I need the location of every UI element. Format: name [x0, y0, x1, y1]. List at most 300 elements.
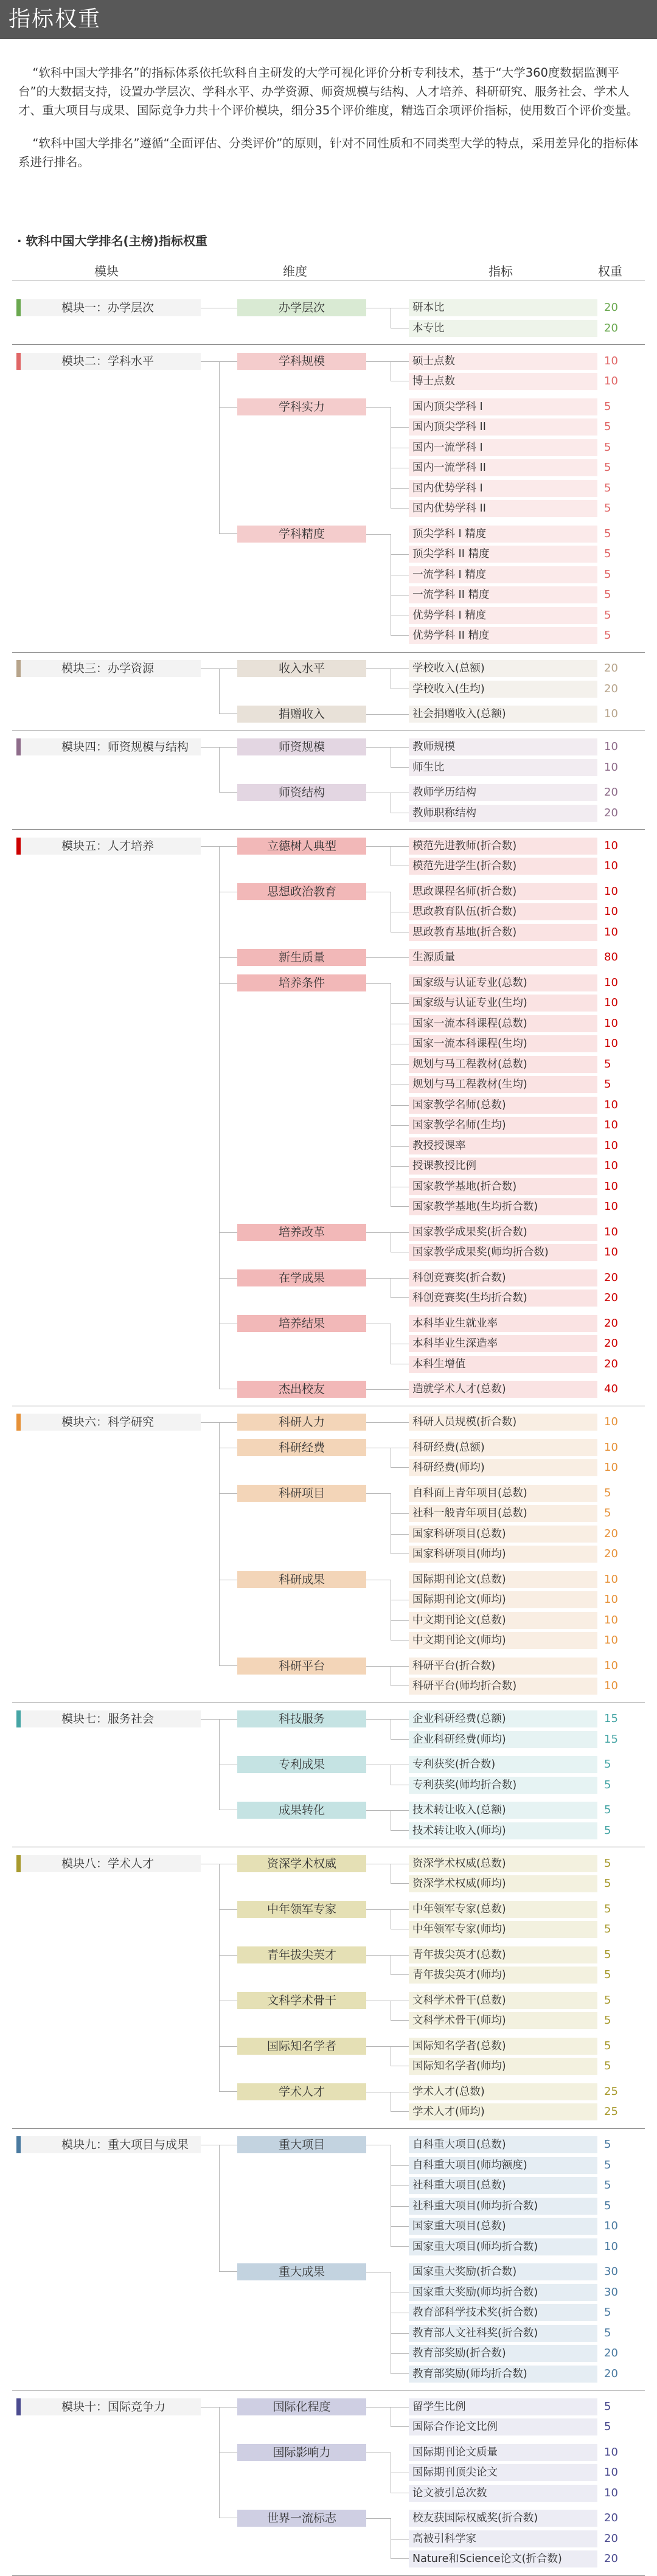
indicator-label: 科研经费(总额) — [409, 1439, 597, 1456]
indicator-label: 科研平台(师均折合数) — [409, 1678, 597, 1695]
indicator-label: 教授授课率 — [409, 1137, 597, 1154]
indicator-tick — [391, 1064, 409, 1065]
indicator-weight: 20 — [604, 2367, 618, 2380]
dimension-connector — [366, 1422, 391, 1423]
indicator-weight: 20 — [604, 1316, 618, 1330]
module-connector-vertical — [219, 2407, 237, 2519]
indicator-weight: 20 — [604, 1271, 618, 1284]
module-connector-vertical — [219, 846, 237, 1390]
indicator-label: 自科面上青年项目(总数) — [409, 1485, 597, 1502]
indicator-label: 科研经费(师均) — [409, 1459, 597, 1476]
dimension-connector — [366, 983, 391, 984]
indicator-label: 学术人才(师均) — [409, 2103, 597, 2120]
dimension-tick — [219, 1493, 237, 1494]
indicator-label: 教育部奖励(折合数) — [409, 2345, 597, 2362]
indicator-weight: 5 — [604, 1856, 611, 1870]
indicator-label: 社会捐赠收入(总额) — [409, 706, 597, 723]
indicator-weight: 10 — [604, 2220, 618, 2232]
dimension-connector — [366, 2518, 391, 2519]
indicator-connector — [391, 1864, 409, 1884]
indicator-connector — [391, 2001, 409, 2021]
dimension-label: 科研平台 — [237, 1658, 366, 1675]
module-label — [16, 738, 201, 755]
indicator-weight: 5 — [604, 1804, 611, 1816]
indicator-label: 企业科研经费(总额) — [409, 1710, 597, 1727]
indicator-label: 自科重大项目(总数) — [409, 2136, 597, 2153]
indicator-label: 国内一流学科 II — [409, 459, 597, 476]
indicator-tick — [391, 1909, 409, 1910]
module-label-text: 模块一：办学层次 — [61, 301, 155, 314]
indicator-weight: 5 — [604, 400, 611, 413]
indicator-weight: 10 — [604, 1098, 618, 1111]
indicator-label: 中年领军专家(总数) — [409, 1901, 597, 1918]
indicator-tick — [391, 1620, 409, 1621]
indicator-weight: 5 — [604, 420, 611, 433]
module-connector-vertical — [219, 2145, 237, 2272]
dimension-connector — [366, 1232, 391, 1233]
indicator-weight: 10 — [604, 1179, 618, 1193]
module-connector — [201, 846, 219, 847]
module-connector — [201, 668, 219, 669]
indicator-connector — [391, 1278, 409, 1299]
indicator-weight: 5 — [604, 1948, 611, 1961]
indicator-weight: 10 — [604, 2445, 618, 2459]
dimension-label: 科研项目 — [237, 1485, 366, 1502]
indicator-label: 国家科研项目(总数) — [409, 1526, 597, 1543]
dimension-tick — [219, 668, 237, 669]
indicator-label: 教师学历结构 — [409, 784, 597, 801]
indicator-weight: 10 — [604, 740, 618, 753]
indicator-label: 国内顶尖学科 II — [409, 418, 597, 436]
module-label — [16, 1710, 201, 1727]
indicator-weight: 10 — [604, 976, 618, 989]
indicator-label: 国内顶尖学科 I — [409, 398, 597, 415]
indicator-weight: 5 — [604, 2306, 611, 2319]
indicator-weight: 5 — [604, 2014, 611, 2027]
indicator-label: 留学生比例 — [409, 2398, 597, 2415]
indicator-label: 优势学科 II 精度 — [409, 627, 597, 644]
indicator-label: 本专比 — [409, 320, 597, 337]
indicator-weight: 10 — [604, 760, 618, 774]
module-connector-vertical — [219, 361, 237, 534]
indicator-label: 科研平台(折合数) — [409, 1658, 597, 1675]
indicator-tick — [391, 1003, 409, 1004]
indicator-label: 规划与马工程教材(生均) — [409, 1076, 597, 1093]
module-label-text: 模块四：师资规模与结构 — [61, 740, 189, 754]
indicator-label: 国内一流学科 I — [409, 439, 597, 456]
dimension-tick — [219, 2407, 237, 2408]
dimension-connector — [366, 1278, 391, 1279]
indicator-connector — [391, 1810, 409, 1831]
indicator-weight: 5 — [604, 568, 611, 581]
dimension-label: 培养改革 — [237, 1224, 366, 1241]
dimension-label: 师资结构 — [237, 784, 366, 801]
module-connector — [201, 1719, 219, 1720]
indicator-label: 资深学术权威(总数) — [409, 1855, 597, 1872]
column-header-indicator: 指标 — [488, 264, 513, 279]
dimension-label: 青年拔尖英才 — [237, 1946, 366, 1963]
module-label — [16, 2398, 201, 2415]
module-label-text: 模块三：办学资源 — [61, 662, 155, 675]
indicator-weight: 10 — [604, 1159, 618, 1172]
indicator-tick — [391, 1666, 409, 1667]
indicator-weight: 5 — [604, 1923, 611, 1935]
module-label-text: 模块十：国际竞争力 — [61, 2400, 166, 2414]
indicator-label: 学校收入(总额) — [409, 660, 597, 677]
dimension-connector — [366, 1719, 391, 1720]
dimension-tick — [219, 1955, 237, 1956]
dimension-label: 科研成果 — [237, 1571, 366, 1588]
indicator-weight: 30 — [604, 2265, 618, 2278]
indicator-weight: 10 — [604, 884, 618, 898]
indicator-weight: 5 — [604, 629, 611, 642]
module-label — [16, 299, 201, 316]
indicator-label: 社科重大项目(师均折合数) — [409, 2198, 597, 2215]
dimension-label: 国际知名学者 — [237, 2038, 366, 2055]
indicator-label: 生源质量 — [409, 949, 597, 966]
dimension-connector — [366, 1666, 391, 1667]
indicator-label: 校友获国际权威奖(折合数) — [409, 2510, 597, 2527]
indicator-label: 本科毕业生就业率 — [409, 1315, 597, 1332]
indicator-weight: 15 — [604, 1712, 618, 1725]
indicator-weight: 40 — [604, 1383, 618, 1395]
indicator-tick — [391, 1810, 409, 1811]
indicator-label: 思政教育队伍(折合数) — [409, 903, 597, 920]
indicator-tick — [391, 2407, 409, 2408]
module-label-text: 模块九：重大项目与成果 — [61, 2138, 189, 2151]
indicator-label: 国内优势学科 I — [409, 480, 597, 497]
indicator-tick — [391, 1422, 409, 1423]
dimension-label: 学科实力 — [237, 398, 366, 415]
dimension-connector — [366, 2407, 391, 2408]
indicator-weight: 10 — [604, 707, 618, 720]
dimension-label: 学科精度 — [237, 526, 366, 543]
indicator-label: 授课教授比例 — [409, 1158, 597, 1175]
indicator-label: 国际知名学者(师均) — [409, 2058, 597, 2075]
indicator-weight: 5 — [604, 2039, 611, 2052]
indicator-weight: 30 — [604, 2285, 618, 2299]
dimension-label: 世界一流标志 — [237, 2510, 366, 2527]
indicator-label: 企业科研经费(师均) — [409, 1731, 597, 1748]
indicator-label: 国家重大项目(师均折合数) — [409, 2238, 597, 2255]
module-color-bar — [16, 1414, 21, 1431]
indicator-tick — [391, 554, 409, 555]
indicator-weight: 15 — [604, 1732, 618, 1746]
indicator-weight: 10 — [604, 2486, 618, 2499]
indicator-label: 社科重大项目(总数) — [409, 2177, 597, 2194]
indicator-connector — [391, 361, 409, 382]
dimension-label: 思想政治教育 — [237, 883, 366, 900]
intro-paragraph-2: “软科中国大学排名”遵循“全面评估、分类评价”的原则，针对不同性质和不同类型大学的特点，采用差异化的指标体系进行排名。 — [18, 136, 639, 169]
indicator-weight: 5 — [604, 1877, 611, 1890]
module-color-bar — [16, 2398, 21, 2415]
dimension-label: 国际化程度 — [237, 2398, 366, 2415]
dimension-label: 在学成果 — [237, 1269, 366, 1286]
indicator-weight: 5 — [604, 2199, 611, 2212]
module-divider — [12, 344, 645, 345]
indicator-tick — [391, 488, 409, 489]
indicator-label: 研本比 — [409, 299, 597, 316]
indicator-label: 学校收入(生均) — [409, 681, 597, 698]
module-connector — [201, 747, 219, 748]
indicator-label: 科创竞赛奖(折合数) — [409, 1269, 597, 1286]
indicator-weight: 20 — [604, 1357, 618, 1370]
module-connector-vertical — [219, 1864, 237, 2092]
indicator-weight: 10 — [604, 2466, 618, 2479]
module-label — [16, 838, 201, 855]
module-divider — [12, 829, 645, 830]
indicator-label: 中文期刊论文(师均) — [409, 1632, 597, 1649]
indicator-connector — [391, 407, 409, 509]
indicator-label: 国家教学基地(折合数) — [409, 1178, 597, 1195]
indicator-weight: 5 — [604, 440, 611, 454]
indicator-label: 中年领军专家(师均) — [409, 1921, 597, 1938]
indicator-tick — [391, 1232, 409, 1233]
indicator-tick — [391, 2165, 409, 2166]
indicator-tick — [391, 2046, 409, 2047]
indicator-weight: 5 — [604, 1057, 611, 1071]
indicator-weight: 5 — [604, 481, 611, 495]
dimension-label: 科研经费 — [237, 1439, 366, 1456]
dimension-tick — [219, 1909, 237, 1910]
indicator-label: 本科毕业生深造率 — [409, 1335, 597, 1352]
indicator-weight: 5 — [604, 1486, 611, 1499]
dimension-label: 重大项目 — [237, 2136, 366, 2153]
indicator-tick — [391, 2353, 409, 2354]
indicator-connector — [391, 668, 409, 689]
dimension-connector — [366, 1493, 391, 1494]
dimension-label: 重大成果 — [237, 2263, 366, 2280]
indicator-weight: 10 — [604, 1225, 618, 1238]
indicator-label: 顶尖学科 I 精度 — [409, 526, 597, 543]
dimension-label: 文科学术骨干 — [237, 1992, 366, 2009]
module-label — [16, 2136, 201, 2153]
indicator-weight: 10 — [604, 905, 618, 918]
dimension-label: 办学层次 — [237, 299, 366, 316]
dimension-connector — [366, 668, 391, 669]
indicator-weight: 80 — [604, 951, 618, 963]
indicator-weight: 20 — [604, 786, 618, 799]
indicator-label: 国家一流本科课程(总数) — [409, 1015, 597, 1032]
indicator-connector — [391, 2145, 409, 2247]
indicator-tick — [391, 668, 409, 669]
indicator-label: 科研人员规模(折合数) — [409, 1414, 597, 1431]
module-color-bar — [16, 660, 21, 677]
dimension-label: 专利成果 — [237, 1756, 366, 1773]
module-color-bar — [16, 1710, 21, 1727]
indicator-label: 本科生增值 — [409, 1356, 597, 1373]
module-label — [16, 660, 201, 677]
indicator-connector — [391, 1232, 409, 1253]
indicator-weight: 20 — [604, 1291, 618, 1304]
indicator-tick — [391, 1534, 409, 1535]
dimension-connector — [366, 1909, 391, 1910]
indicator-label: 青年拔尖英才(师均) — [409, 1967, 597, 1984]
indicator-label: 国际期刊论文(总数) — [409, 1571, 597, 1588]
dimension-tick — [219, 407, 237, 408]
indicator-label: 国家教学名师(总数) — [409, 1097, 597, 1114]
indicator-label: 博士点数 — [409, 373, 597, 390]
module-divider — [12, 2128, 645, 2129]
indicator-weight: 10 — [604, 1415, 618, 1428]
dimension-connector — [366, 747, 391, 748]
indicator-label: 国家重大奖励(折合数) — [409, 2263, 597, 2280]
dimension-connector — [366, 534, 391, 535]
indicator-weight: 20 — [604, 321, 618, 335]
dimension-tick — [219, 983, 237, 984]
dimension-connector — [366, 1810, 391, 1811]
module-label-text: 模块八：学术人才 — [61, 1856, 155, 1870]
indicator-weight: 20 — [604, 2532, 618, 2545]
indicator-weight: 5 — [604, 2179, 611, 2192]
dimension-tick — [219, 1278, 237, 1279]
indicator-weight: 5 — [604, 608, 611, 622]
indicator-label: 论文被引总次数 — [409, 2485, 597, 2502]
indicator-label: 教育部奖励(师均折合数) — [409, 2366, 597, 2383]
indicator-label: 一流学科 I 精度 — [409, 566, 597, 583]
indicator-label: 规划与马工程教材(总数) — [409, 1056, 597, 1073]
indicator-label: 技术转让收入(师均) — [409, 1822, 597, 1839]
module-label-text: 模块六：科学研究 — [61, 1415, 155, 1429]
indicator-label: 思政课程名师(折合数) — [409, 883, 597, 900]
indicator-label: 专利获奖(折合数) — [409, 1756, 597, 1773]
indicator-weight: 5 — [604, 1968, 611, 1981]
dimension-tick — [219, 957, 237, 958]
indicator-tick — [391, 1166, 409, 1167]
indicator-weight: 10 — [604, 1593, 618, 1606]
indicator-weight: 20 — [604, 806, 618, 819]
indicator-weight: 25 — [604, 2105, 618, 2118]
page-title: 指标权重 — [0, 0, 657, 39]
indicator-tick — [391, 1513, 409, 1514]
indicator-tick — [391, 1125, 409, 1126]
indicator-label: 模范先进学生(折合数) — [409, 858, 597, 875]
dimension-label: 国际影响力 — [237, 2444, 366, 2461]
indicator-label: 社科一般青年项目(总数) — [409, 1505, 597, 1522]
module-color-bar — [16, 738, 21, 755]
indicator-label: 国家重大项目(总数) — [409, 2218, 597, 2235]
indicator-connector — [391, 793, 409, 813]
indicator-weight: 20 — [604, 2347, 618, 2359]
indicator-connector — [391, 308, 409, 328]
indicator-connector — [391, 1765, 409, 1785]
indicator-connector — [391, 2092, 409, 2113]
indicator-label: 国家级与认证专业(总数) — [409, 974, 597, 991]
indicator-label: 国家科研项目(师均) — [409, 1546, 597, 1563]
indicator-label: 国际合作论文比例 — [409, 2418, 597, 2435]
dimension-label: 中年领军专家 — [237, 1901, 366, 1918]
indicator-connector — [391, 2272, 409, 2374]
indicator-weight: 20 — [604, 1527, 618, 1540]
indicator-label: 一流学科 II 精度 — [409, 586, 597, 603]
indicator-label: 中文期刊论文(总数) — [409, 1612, 597, 1629]
module-connector-vertical — [219, 668, 237, 714]
indicator-tick — [391, 714, 409, 715]
indicator-weight: 20 — [604, 1337, 618, 1350]
indicator-weight: 10 — [604, 1572, 618, 1586]
indicator-tick — [391, 2333, 409, 2334]
indicator-weight: 10 — [604, 839, 618, 852]
module-connector — [201, 1422, 219, 1423]
indicator-label: 国内优势学科 II — [409, 500, 597, 517]
module-divider — [12, 652, 645, 653]
module-color-bar — [16, 1855, 21, 1872]
indicator-label: 硕士点数 — [409, 353, 597, 370]
indicator-label: 科创竞赛奖(生均折合数) — [409, 1290, 597, 1307]
indicator-weight: 5 — [604, 527, 611, 540]
indicator-label: 高被引科学家 — [409, 2530, 597, 2547]
indicator-label: 师生比 — [409, 759, 597, 776]
indicator-label: 教育部科学技术奖(折合数) — [409, 2304, 597, 2321]
dimension-tick — [219, 361, 237, 362]
indicator-weight: 10 — [604, 375, 618, 387]
indicator-tick — [391, 747, 409, 748]
dimension-tick — [219, 846, 237, 847]
indicator-weight: 5 — [604, 1993, 611, 2007]
dimension-label: 收入水平 — [237, 660, 366, 677]
column-header-module: 模块 — [94, 264, 119, 279]
indicator-label: 青年拔尖英才(总数) — [409, 1946, 597, 1963]
indicator-tick — [391, 1146, 409, 1147]
indicator-weight: 10 — [604, 1139, 618, 1152]
dimension-label: 新生质量 — [237, 949, 366, 966]
column-header-dimension: 维度 — [283, 264, 307, 279]
indicator-label: 资深学术权威(师均) — [409, 1875, 597, 1892]
indicator-label: 国家教学基地(生均折合数) — [409, 1198, 597, 1215]
indicator-connector — [391, 846, 409, 867]
indicator-weight: 10 — [604, 1679, 618, 1692]
dimension-connector — [366, 407, 391, 408]
indicator-label: 国家教学名师(生均) — [409, 1117, 597, 1134]
module-color-bar — [16, 838, 21, 855]
module-color-bar — [16, 2136, 21, 2153]
indicator-connector — [391, 2046, 409, 2067]
indicator-tick — [391, 1955, 409, 1956]
indicator-weight: 10 — [604, 1659, 618, 1672]
indicator-connector — [391, 1580, 409, 1641]
indicator-label: 造就学术人才(总数) — [409, 1381, 597, 1398]
indicator-weight: 10 — [604, 925, 618, 939]
indicator-label: 国家教学成果奖(折合数) — [409, 1224, 597, 1241]
indicator-label: 顶尖学科 II 精度 — [409, 546, 597, 563]
dimension-connector — [366, 2046, 391, 2047]
indicator-tick — [391, 957, 409, 958]
dimension-label: 资深学术权威 — [237, 1855, 366, 1872]
dimension-connector — [366, 846, 391, 847]
module-label-text: 模块五：人才培养 — [61, 839, 155, 853]
indicator-weight: 5 — [604, 1507, 611, 1519]
indicator-label: 模范先进教师(折合数) — [409, 838, 597, 855]
dimension-tick — [219, 1719, 237, 1720]
indicator-weight: 5 — [604, 2158, 611, 2172]
indicator-weight: 10 — [604, 1016, 618, 1030]
dimension-tick — [219, 2046, 237, 2047]
indicator-weight: 10 — [604, 1440, 618, 1454]
indicator-connector — [391, 1955, 409, 1976]
indicator-connector — [391, 1909, 409, 1930]
indicator-weight: 20 — [604, 1547, 618, 1560]
indicator-tick — [391, 2185, 409, 2186]
indicator-weight: 20 — [604, 2552, 618, 2565]
indicator-weight: 10 — [604, 1634, 618, 1647]
indicator-tick — [391, 1105, 409, 1106]
module-label — [16, 353, 201, 370]
indicator-weight: 10 — [604, 2240, 618, 2253]
indicator-label: 国际期刊论文质量 — [409, 2444, 597, 2461]
indicator-weight: 5 — [604, 2326, 611, 2339]
module-label — [16, 1855, 201, 1872]
dimension-tick — [219, 1232, 237, 1233]
